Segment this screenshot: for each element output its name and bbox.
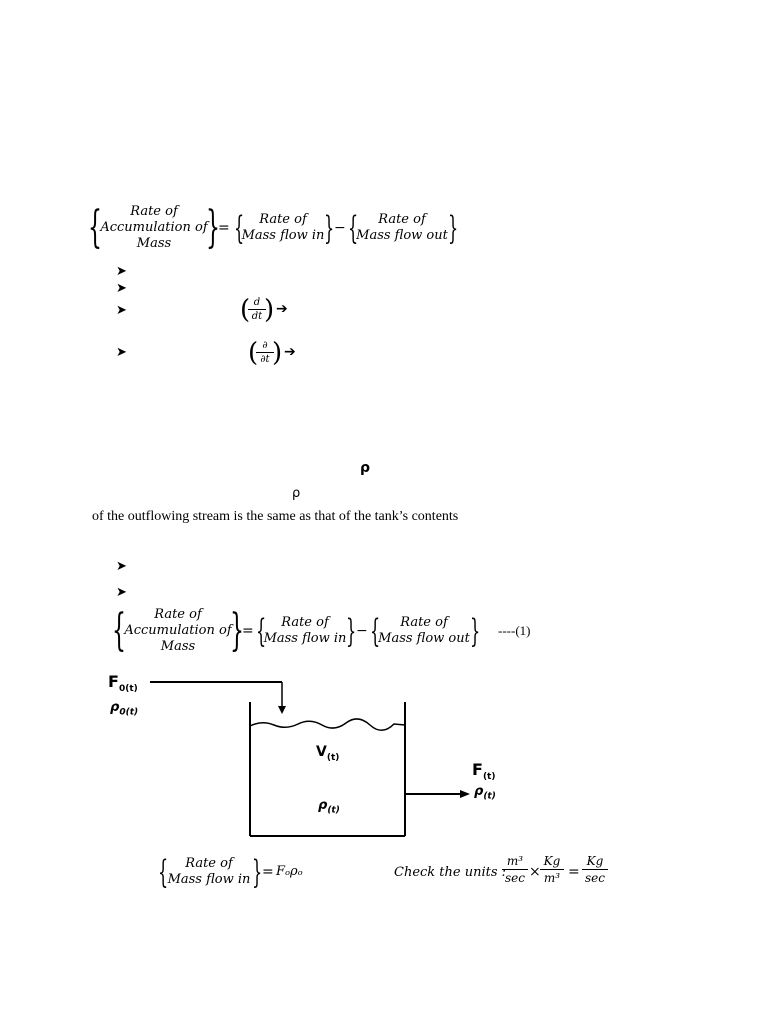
flow-density-product: Fₒρₒ: [276, 864, 303, 879]
frac-numerator: ∂: [262, 340, 268, 351]
mass-flow-in-term: [238, 212, 328, 244]
left-brace: {: [370, 612, 381, 650]
lhs-line-2: Accumulation of: [100, 220, 208, 235]
minus-sign: −: [356, 623, 368, 639]
subscript: (t): [326, 752, 340, 763]
right-brace: }: [448, 209, 459, 247]
mass-balance-equation-1: [112, 607, 542, 659]
partial-derivative-operator: [248, 339, 304, 369]
accumulation-term: [120, 607, 236, 655]
right-brace: }: [324, 209, 335, 247]
arrow-icon: ➔: [284, 344, 296, 360]
units-fraction-1: [502, 854, 528, 885]
bullet-arrow-icon: ➤: [116, 264, 127, 279]
mass-flow-in-equation: [158, 854, 358, 894]
lhs-line-3: Mass: [160, 639, 196, 654]
frac-numerator: Kg: [586, 854, 604, 868]
equals-sign: =: [218, 220, 230, 236]
right-brace: }: [206, 202, 220, 253]
in-line-2: Mass flow in: [241, 228, 325, 243]
lhs-line-2: Accumulation of: [124, 623, 232, 638]
inlet-density-label: [110, 700, 138, 718]
frac-numerator: Kg: [543, 854, 561, 868]
bullet-arrow-icon: ➤: [116, 345, 127, 360]
out-line-2: Mass flow out: [378, 631, 470, 646]
in-line-1: Rate of: [185, 856, 233, 871]
frac-denominator: sec: [585, 871, 605, 885]
lhs-line-1: Rate of: [154, 607, 202, 622]
subscript: 0(t): [118, 684, 138, 695]
times-sign: ×: [529, 864, 541, 880]
lhs-line-3: Mass: [136, 236, 172, 251]
mass-flow-out-term: [352, 212, 452, 244]
frac-denominator: sec: [505, 871, 525, 885]
out-line-2: Mass flow out: [356, 228, 448, 243]
in-line-2: Mass flow in: [263, 631, 347, 646]
tank-density-label: [318, 798, 340, 816]
bullet-arrow-icon: ➤: [116, 303, 127, 318]
out-line-1: Rate of: [378, 212, 426, 227]
lhs-line-1: Rate of: [130, 204, 178, 219]
units-fraction-2: [540, 854, 564, 885]
outlet-arrowhead-icon: [460, 790, 470, 798]
mass-flow-out-term: [374, 615, 474, 647]
frac-denominator: dt: [251, 311, 263, 322]
subscript: 0(t): [119, 707, 139, 718]
symbol: F: [108, 672, 119, 691]
tank-diagram: [100, 668, 520, 848]
symbol: ρ: [318, 798, 328, 813]
out-line-1: Rate of: [400, 615, 448, 630]
frac-numerator: m³: [506, 854, 524, 868]
left-paren: (: [240, 295, 251, 325]
left-brace: {: [234, 209, 245, 247]
left-brace: {: [112, 605, 126, 656]
units-check-label: Check the units :: [394, 865, 507, 880]
left-brace: {: [158, 853, 169, 891]
right-paren: ): [264, 295, 275, 325]
volume-label: [316, 744, 339, 763]
units-fraction-3: [582, 854, 608, 885]
rho-symbol-bold: ρ: [360, 460, 371, 476]
equals-sign: =: [262, 864, 274, 880]
symbol: F: [472, 760, 483, 779]
symbol: ρ: [110, 700, 120, 715]
mass-balance-equation-top: [88, 204, 468, 256]
arrow-icon: ➔: [276, 301, 288, 317]
outlet-density-label: [474, 784, 496, 802]
bullet-arrow-icon: ➤: [116, 585, 127, 600]
accumulation-term: [96, 204, 212, 252]
frac-denominator: m³: [543, 871, 561, 885]
inlet-flow-label: [108, 672, 138, 694]
in-line-1: Rate of: [259, 212, 307, 227]
subscript: (t): [327, 805, 340, 816]
units-check: [394, 852, 624, 894]
left-paren: (: [248, 338, 259, 368]
frac-denominator: ∂t: [260, 354, 270, 365]
equals-sign: =: [242, 623, 254, 639]
right-brace: }: [470, 612, 481, 650]
right-brace: }: [346, 612, 357, 650]
bullet-arrow-icon: ➤: [116, 281, 127, 296]
right-brace: }: [230, 605, 244, 656]
liquid-surface: [250, 719, 405, 730]
rho-symbol: ρ: [292, 486, 301, 501]
mass-flow-in-term: [260, 615, 350, 647]
left-brace: {: [256, 612, 267, 650]
frac-numerator: d: [253, 297, 261, 308]
symbol: V: [316, 744, 327, 760]
total-derivative-operator: [240, 296, 296, 326]
equals-sign: =: [568, 864, 580, 880]
minus-sign: −: [334, 220, 346, 236]
paragraph-outflow-density: of the outflowing stream is the same as that of the tank’s contents: [92, 509, 459, 524]
mass-flow-in-term: [162, 856, 256, 888]
symbol: ρ: [474, 784, 484, 799]
subscript: (t): [483, 791, 496, 802]
right-paren: ): [272, 338, 283, 368]
left-brace: {: [88, 202, 102, 253]
bullet-arrow-icon: ➤: [116, 559, 127, 574]
right-brace: }: [252, 853, 263, 891]
in-line-2: Mass flow in: [167, 872, 251, 887]
equation-number: ----(1): [498, 623, 531, 638]
in-line-1: Rate of: [281, 615, 329, 630]
inlet-arrowhead-icon: [278, 706, 286, 714]
left-brace: {: [348, 209, 359, 247]
outlet-flow-label: [472, 760, 495, 782]
subscript: (t): [482, 772, 496, 783]
